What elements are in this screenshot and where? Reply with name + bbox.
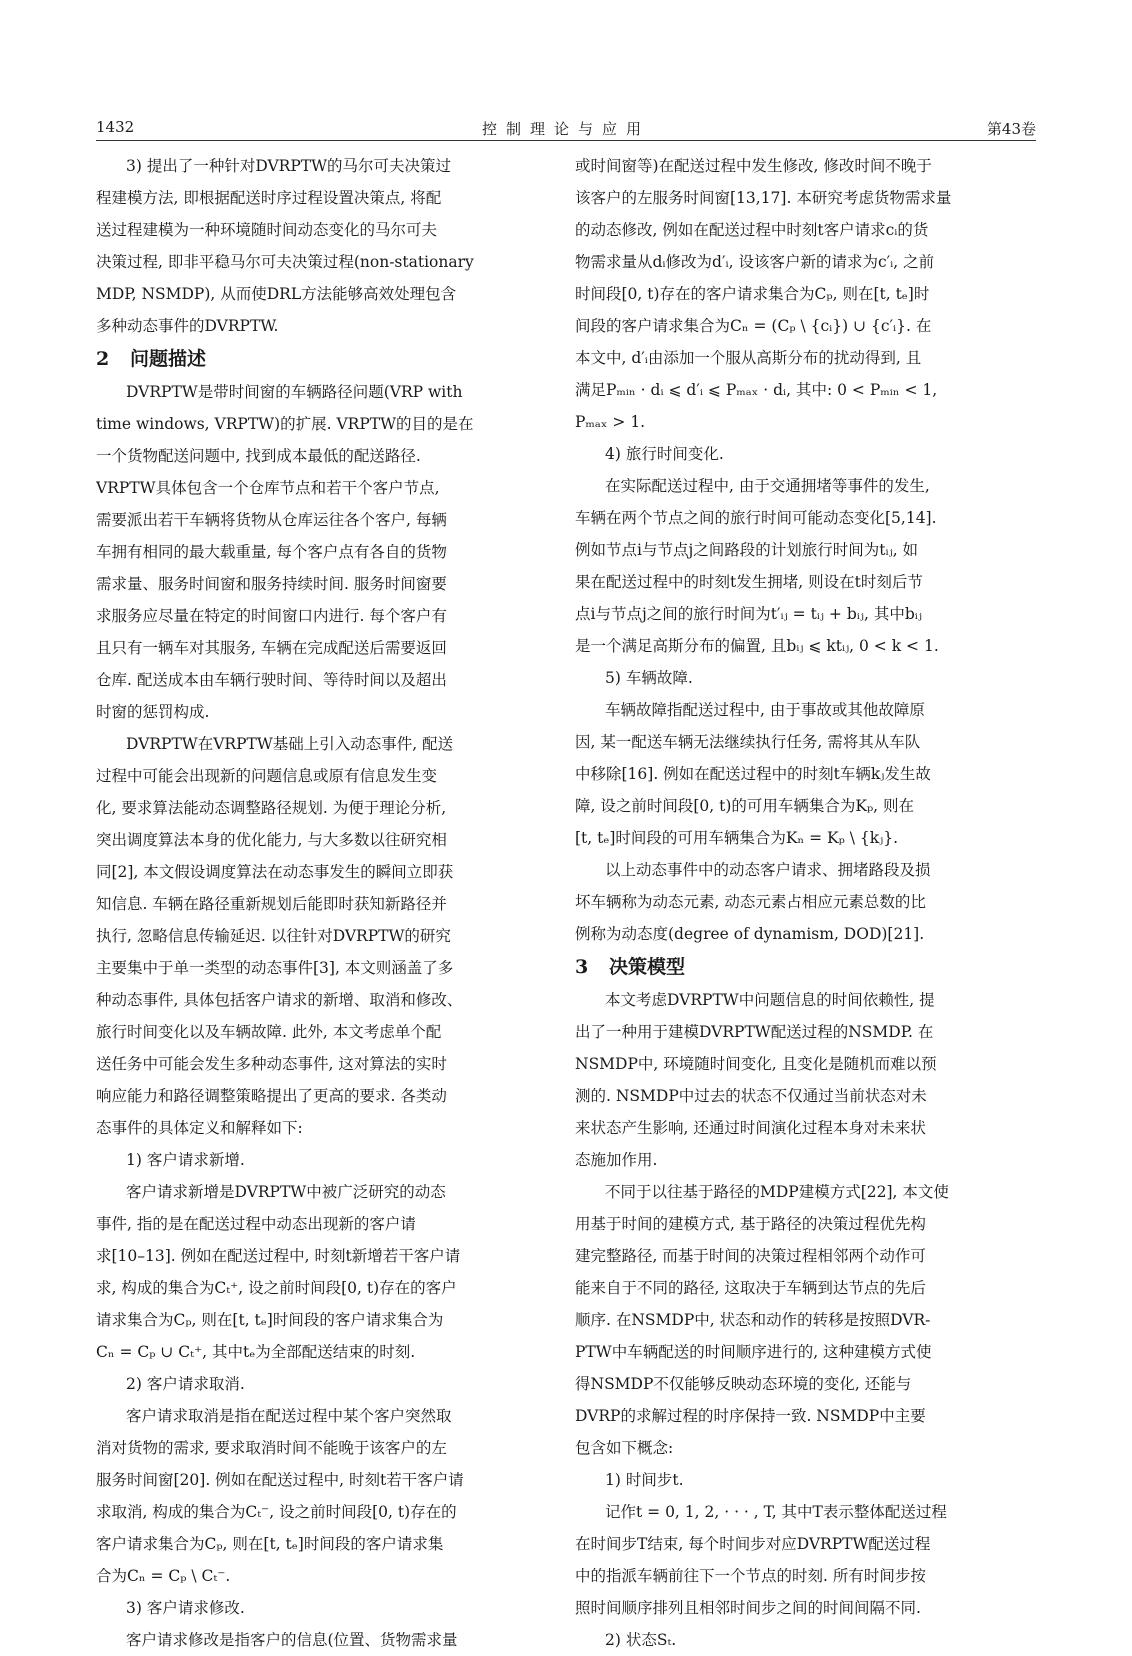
text-line: 本文考虑DVRPTW中问题信息的时间依赖性, 提	[605, 991, 935, 1009]
text-line: 时窗的惩罚构成.	[96, 703, 210, 721]
journal-title: 控制理论与应用	[481, 120, 650, 138]
text-line: 请求集合为Cₚ, 则在[t, tₑ]时间段的客户请求集合为	[96, 1311, 444, 1329]
text-line: 客户请求修改是指客户的信息(位置、货物需求量	[126, 1631, 458, 1649]
text-line: 间段的客户请求集合为Cₙ = (Cₚ \ {cᵢ}) ∪ {c′ᵢ}. 在	[575, 317, 932, 335]
text-line: 1) 客户请求新增.	[126, 1151, 245, 1169]
text-line: NSMDP中, 环境随时间变化, 且变化是随机而难以预	[575, 1055, 937, 1073]
text-line: 同[2], 本文假设调度算法在动态事发生的瞬间立即获	[96, 863, 454, 881]
text-line: 求[10–13]. 例如在配送过程中, 时刻t新增若干客户请	[96, 1247, 461, 1265]
running-header	[96, 118, 1036, 141]
text-line: 顺序. 在NSMDP中, 状态和动作的转移是按照DVR-	[575, 1311, 931, 1329]
text-line: 4) 旅行时间变化.	[605, 445, 724, 463]
text-line: DVRPTW是带时间窗的车辆路径问题(VRP with	[126, 383, 463, 401]
right-column	[575, 150, 1031, 1656]
text-line: MDP, NSMDP), 从而使DRL方法能够高效处理包含	[96, 285, 457, 303]
text-line: 在时间步T结束, 每个时间步对应DVRPTW配送过程	[575, 1535, 931, 1553]
page-number: 1432	[96, 118, 135, 136]
text-line: 执行, 忽略信息传输延迟. 以往针对DVRPTW的研究	[96, 927, 451, 945]
text-line: 事件, 指的是在配送过程中动态出现新的客户请	[96, 1215, 416, 1233]
text-line: 客户请求新增是DVRPTW中被广泛研究的动态	[126, 1183, 446, 1201]
text-line: 例称为动态度(degree of dynamism, DOD)[21].	[575, 925, 925, 943]
text-line: DVRP的求解过程的时序保持一致. NSMDP中主要	[575, 1407, 926, 1425]
text-line: 的动态修改, 例如在配送过程中时刻t客户请求cᵢ的货	[575, 221, 929, 239]
text-line: 该客户的左服务时间窗[13,17]. 本研究考虑货物需求量	[575, 189, 952, 207]
text-line: 种动态事件, 具体包括客户请求的新增、取消和修改、	[96, 991, 463, 1009]
text-line: [t, tₑ]时间段的可用车辆集合为Kₙ = Kₚ \ {kⱼ}.	[575, 829, 899, 847]
text-line: 送任务中可能会发生多种动态事件, 这对算法的实时	[96, 1055, 447, 1073]
text-line: 送过程建模为一种环境随时间动态变化的马尔可夫	[96, 221, 438, 239]
section-number: 3	[575, 956, 589, 978]
text-line: 求取消, 构成的集合为Cₜ⁻, 设之前时间段[0, t)存在的	[96, 1503, 457, 1521]
text-line: 且只有一辆车对其服务, 车辆在完成配送后需要返回	[96, 639, 447, 657]
text-line: 化, 要求算法能动态调整路径规划. 为便于理论分析,	[96, 799, 447, 817]
section-title: 问题描述	[130, 348, 207, 370]
text-line: 或时间窗等)在配送过程中发生修改, 修改时间不晚于	[575, 157, 932, 175]
section-number: 2	[96, 348, 110, 370]
text-line: 能来自于不同的路径, 这取决于车辆到达节点的先后	[575, 1279, 926, 1297]
text-line: 测的. NSMDP中过去的状态不仅通过当前状态对未	[575, 1087, 927, 1105]
text-line: 合为Cₙ = Cₚ \ Cₜ⁻.	[96, 1567, 231, 1585]
text-line: 2) 客户请求取消.	[126, 1375, 245, 1393]
text-line: 点i与节点j之间的旅行时间为t′ᵢⱼ = tᵢⱼ + bᵢⱼ, 其中bᵢⱼ	[575, 605, 922, 623]
text-line: 仓库. 配送成本由车辆行驶时间、等待时间以及超出	[96, 671, 447, 689]
text-line: 物需求量从dᵢ修改为d′ᵢ, 设该客户新的请求为c′ᵢ, 之前	[575, 253, 935, 271]
text-line: 1) 时间步t.	[605, 1471, 684, 1489]
text-line: 用基于时间的建模方式, 基于路径的决策过程优先构	[575, 1215, 926, 1233]
text-line: 态事件的具体定义和解释如下:	[96, 1119, 303, 1137]
text-line: 求服务应尽量在特定的时间窗口内进行. 每个客户有	[96, 607, 447, 625]
text-line: 果在配送过程中的时刻t发生拥堵, 则设在t时刻后节	[575, 573, 923, 591]
text-line: 客户请求集合为Cₚ, 则在[t, tₑ]时间段的客户请求集	[96, 1535, 444, 1553]
text-line: 客户请求取消是指在配送过程中某个客户突然取	[126, 1407, 452, 1425]
section-title: 决策模型	[609, 956, 686, 978]
text-line: 多种动态事件的DVRPTW.	[96, 317, 279, 335]
text-line: 2) 状态Sₜ.	[605, 1631, 677, 1649]
text-line: 需求量、服务时间窗和服务持续时间. 服务时间窗要	[96, 575, 447, 593]
text-line: 一个货物配送问题中, 找到成本最低的配送路径.	[96, 447, 421, 465]
text-line: 突出调度算法本身的优化能力, 与大多数以往研究相	[96, 831, 447, 849]
text-line: 消对货物的需求, 要求取消时间不能晚于该客户的左	[96, 1439, 447, 1457]
text-line: 在实际配送过程中, 由于交通拥堵等事件的发生,	[605, 477, 930, 495]
text-line: Pₘₐₓ > 1.	[575, 413, 646, 431]
section-heading	[575, 950, 1031, 984]
text-line: 车拥有相同的最大载重量, 每个客户点有各自的货物	[96, 543, 447, 561]
text-line: 障, 设之前时间段[0, t)的可用车辆集合为Kₚ, 则在	[575, 797, 915, 815]
text-line: 包含如下概念:	[575, 1439, 674, 1457]
text-line: 服务时间窗[20]. 例如在配送过程中, 时刻t若干客户请	[96, 1471, 464, 1489]
text-line: 中的指派车辆前往下一个节点的时刻. 所有时间步按	[575, 1567, 926, 1585]
text-line: 3) 提出了一种针对DVRPTW的马尔可夫决策过	[126, 157, 452, 175]
text-line: 决策过程, 即非平稳马尔可夫决策过程(non-stationary	[96, 253, 474, 271]
text-line: 过程中可能会出现新的问题信息或原有信息发生变	[96, 767, 438, 785]
text-line: 得NSMDP不仅能够反映动态环境的变化, 还能与	[575, 1375, 912, 1393]
text-line: 需要派出若干车辆将货物从仓库运往各个客户, 每辆	[96, 511, 447, 529]
text-line: 满足Pₘᵢₙ · dᵢ ⩽ d′ᵢ ⩽ Pₘₐₓ · dᵢ, 其中: 0 < Pₘᵢₙ < 1,	[575, 381, 938, 399]
text-line: 来状态产生影响, 还通过时间演化过程本身对未来状	[575, 1119, 926, 1137]
text-line: 出了一种用于建模DVRPTW配送过程的NSMDP. 在	[575, 1023, 934, 1041]
text-line: 本文中, d′ᵢ由添加一个服从高斯分布的扰动得到, 且	[575, 349, 922, 367]
text-line: DVRPTW在VRPTW基础上引入动态事件, 配送	[126, 735, 454, 753]
text-line: 态施加作用.	[575, 1151, 658, 1169]
text-line: PTW中车辆配送的时间顺序进行的, 这种建模方式使	[575, 1343, 932, 1361]
text-line: 记作t = 0, 1, 2, · · · , T, 其中T表示整体配送过程	[605, 1503, 947, 1521]
text-line: 是一个满足高斯分布的偏置, 且bᵢⱼ ⩽ ktᵢⱼ, 0 < k < 1.	[575, 637, 939, 655]
text-line: 中移除[16]. 例如在配送过程中的时刻t车辆kⱼ发生故	[575, 765, 931, 783]
text-line: 建完整路径, 而基于时间的决策过程相邻两个动作可	[575, 1247, 926, 1265]
left-column	[96, 150, 552, 1656]
text-line: 5) 车辆故障.	[605, 669, 693, 687]
text-line: 以上动态事件中的动态客户请求、拥堵路段及损	[605, 861, 931, 879]
volume-label: 第43卷	[986, 120, 1036, 138]
text-line: 3) 客户请求修改.	[126, 1599, 245, 1617]
text-line: 时间段[0, t)存在的客户请求集合为Cₚ, 则在[t, tₑ]时	[575, 285, 930, 303]
text-line: 因, 某一配送车辆无法继续执行任务, 需将其从车队	[575, 733, 921, 751]
text-line: 不同于以往基于路径的MDP建模方式[22], 本文使	[605, 1183, 949, 1201]
text-line: 主要集中于单一类型的动态事件[3], 本文则涵盖了多	[96, 959, 454, 977]
text-line: time windows, VRPTW)的扩展. VRPTW的目的是在	[96, 415, 474, 433]
text-line: 程建模方法, 即根据配送时序过程设置决策点, 将配	[96, 189, 442, 207]
text-line: 照时间顺序排列且相邻时间步之间的时间间隔不同.	[575, 1599, 921, 1617]
text-line: 求, 构成的集合为Cₜ⁺, 设之前时间段[0, t)存在的客户	[96, 1279, 457, 1297]
text-line: 例如节点i与节点j之间路段的计划旅行时间为tᵢⱼ, 如	[575, 541, 919, 559]
text-line: 旅行时间变化以及车辆故障. 此外, 本文考虑单个配	[96, 1023, 442, 1041]
text-line: 车辆在两个节点之间的旅行时间可能动态变化[5,14].	[575, 509, 937, 527]
text-line: 知信息. 车辆在路径重新规划后能即时获知新路径并	[96, 895, 447, 913]
text-line: Cₙ = Cₚ ∪ Cₜ⁺, 其中tₑ为全部配送结束的时刻.	[96, 1343, 416, 1361]
text-line: VRPTW具体包含一个仓库节点和若干个客户节点,	[96, 479, 440, 497]
text-line: 响应能力和路径调整策略提出了更高的要求. 各类动	[96, 1087, 447, 1105]
text-line: 坏车辆称为动态元素, 动态元素占相应元素总数的比	[575, 893, 926, 911]
section-heading	[96, 342, 552, 376]
text-line: 车辆故障指配送过程中, 由于事故或其他故障原	[605, 701, 925, 719]
